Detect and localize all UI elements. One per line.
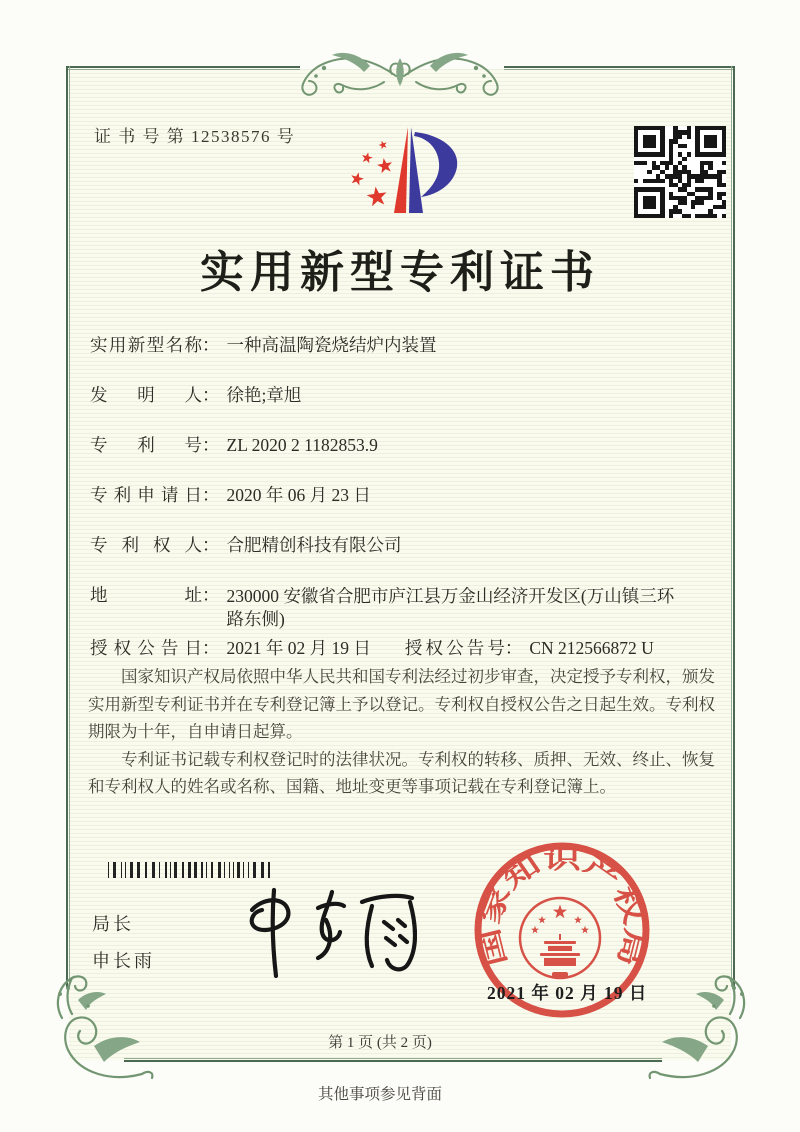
field-value: 合肥精创科技有限公司 (226, 535, 402, 555)
certificate-number: 证 书 号 第 12538576 号 (94, 127, 296, 146)
legal-paragraph-1: 国家知识产权局依照中华人民共和国专利法经过初步审查，决定授予专利权，颁发实用新型专利证书并在专利登记簿上予以登记。专利权自授权公告之日起生效。专利权期限为十年，自申请日起算。 (88, 667, 715, 741)
field-colon: ： (202, 335, 220, 355)
field-value: CN 212566872 U (529, 638, 654, 658)
seal-text: 国家知识产权局 (475, 845, 650, 969)
field-label: 专利号 (90, 435, 202, 455)
cnipa-logo-icon (336, 113, 476, 218)
field-value: ZL 2020 2 1182853.9 (226, 435, 378, 455)
frame-top-right-segment (504, 66, 733, 71)
field-label: 发明人 (90, 385, 202, 405)
bottom-right-corner-ornament-icon (648, 972, 760, 1084)
legal-paragraph-2: 专利证书记载专利权登记时的法律状况。专利权的转移、质押、无效、终止、恢复和专利权人的姓名或名称、国籍、地址变更等事项记载在专利登记簿上。 (88, 749, 715, 796)
bottom-left-corner-ornament-icon (42, 972, 154, 1084)
field-row-grant-date-and-number (90, 638, 732, 659)
field-value: 徐艳;章旭 (226, 385, 302, 405)
field-label: 专利申请日 (90, 485, 202, 505)
frame-left-line (66, 66, 71, 987)
officer-block (92, 906, 155, 980)
field-value: 2020 年 06 月 23 日 (226, 485, 371, 505)
barcode (108, 862, 313, 878)
field-colon: ： (202, 435, 220, 455)
field-colon: ： (202, 585, 220, 605)
field-value: 一种高温陶瓷烧结炉内装置 (226, 335, 437, 355)
fields-section (90, 335, 732, 688)
director-signature (222, 880, 417, 985)
legal-text-section (88, 663, 718, 801)
field-label: 授权公告日 (90, 638, 202, 658)
field-label: 授权公告号 (404, 638, 505, 658)
field-row-patent-number (90, 435, 732, 456)
frame-top-left-segment (66, 66, 300, 71)
field-row-patentee (90, 535, 732, 556)
certificate-title: 实用新型专利证书 (200, 248, 600, 297)
qr-code (634, 126, 726, 218)
field-row-filing-date (90, 485, 732, 506)
officer-title: 局长 (92, 914, 134, 934)
field-row-address (90, 585, 732, 631)
field-row-inventor (90, 385, 732, 406)
officer-name: 申长雨 (92, 951, 155, 971)
seal-date: 2021 年 02 月 19 日 (487, 983, 648, 1003)
field-label: 专利权人 (90, 535, 202, 555)
field-colon: ： (202, 485, 220, 505)
field-colon: ： (202, 638, 220, 658)
field-row-utility-model-name (90, 335, 732, 356)
back-note: 其他事项参见背面 (317, 1086, 442, 1103)
national-emblem-icon (520, 898, 600, 978)
field-label: 实用新型名称 (90, 335, 202, 355)
field-colon: ： (202, 535, 220, 555)
field-colon: ： (202, 385, 220, 405)
page-number: 第 1 页 (共 2 页) (328, 1035, 432, 1051)
top-border-ornament-icon (288, 30, 512, 102)
field-value: 230000 安徽省合肥市庐江县万金山经济开发区(万山镇三环路东侧) (226, 586, 675, 629)
field-value: 2021 年 02 月 19 日 (226, 638, 371, 658)
field-label: 地址 (90, 585, 202, 605)
frame-bottom-line (124, 1057, 662, 1062)
field-colon: ： (504, 638, 523, 658)
